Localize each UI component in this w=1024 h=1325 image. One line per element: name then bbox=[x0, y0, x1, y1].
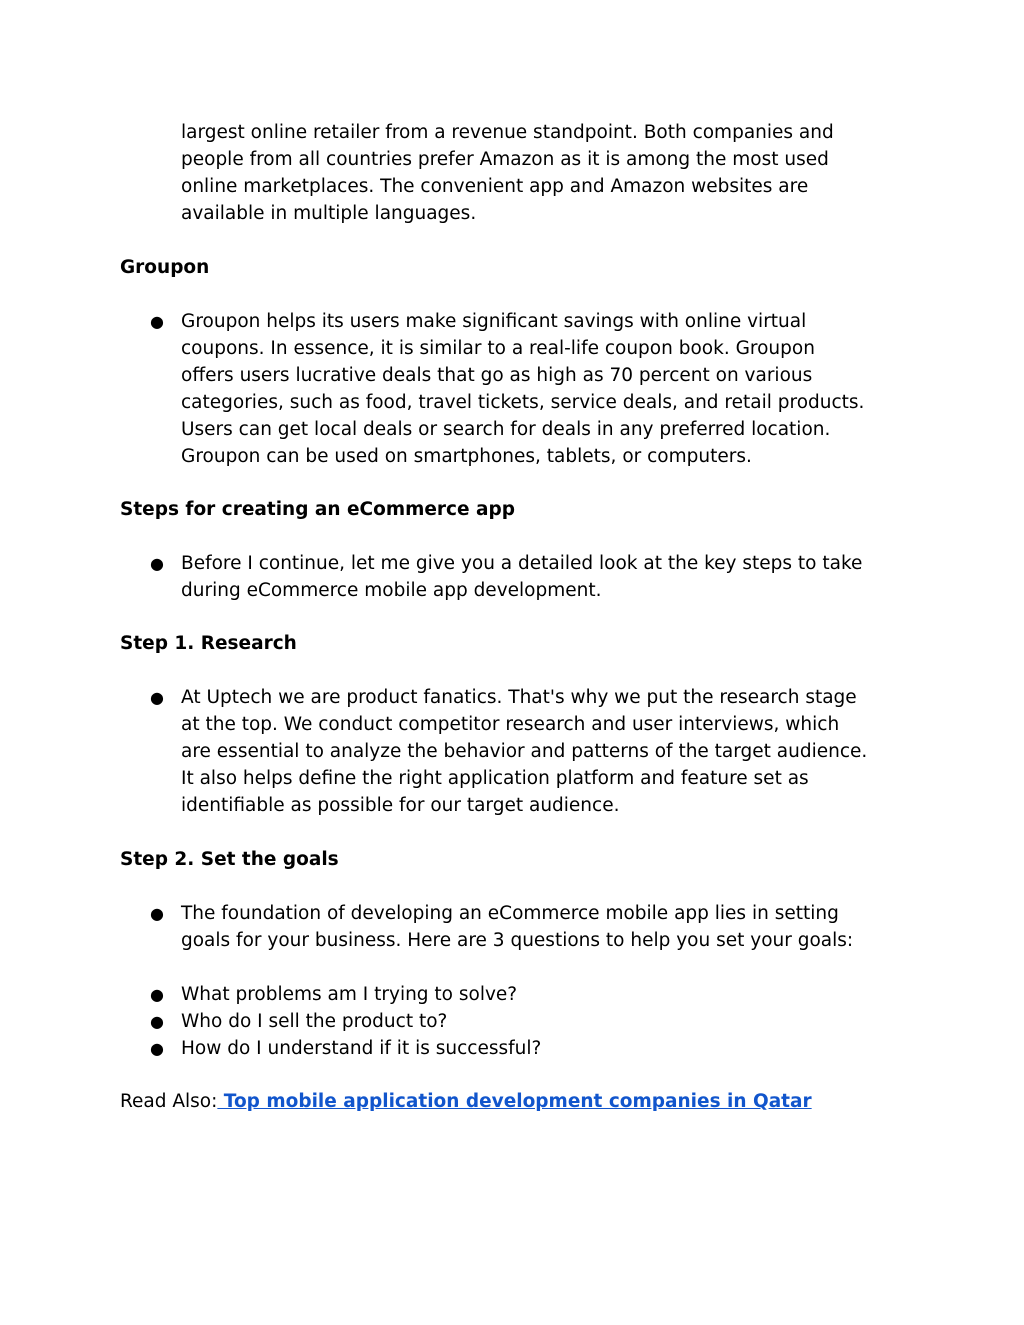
bullet-icon: ● bbox=[150, 904, 164, 923]
text-line: identifiable as possible for our target audience. bbox=[181, 795, 620, 816]
step1-bullet-list bbox=[120, 684, 910, 819]
intro-text bbox=[120, 119, 910, 227]
text-line: during eCommerce mobile app development. bbox=[181, 580, 602, 601]
text-line: Groupon helps its users make significant savings with online virtual bbox=[181, 311, 807, 332]
question-text: How do I understand if it is successful? bbox=[181, 1038, 542, 1059]
list-item bbox=[120, 550, 910, 604]
read-also-line bbox=[120, 1088, 910, 1115]
step2-bullet-list bbox=[120, 900, 910, 954]
text-line: people from all countries prefer Amazon as it is among the most used bbox=[181, 149, 829, 170]
groupon-bullet-list bbox=[120, 308, 910, 470]
question-text: What problems am I trying to solve? bbox=[181, 984, 518, 1005]
related-article-link[interactable]: Top mobile application development companies in Qatar bbox=[217, 1091, 812, 1112]
read-also-section bbox=[120, 1088, 910, 1115]
goal-questions-list bbox=[120, 981, 910, 1062]
section-heading-step2: Step 2. Set the goals bbox=[120, 849, 339, 870]
bullet-icon: ● bbox=[150, 1039, 164, 1058]
text-line: goals for your business. Here are 3 questions to help you set your goals: bbox=[181, 930, 854, 951]
steps-section bbox=[120, 496, 910, 523]
list-item bbox=[120, 1035, 910, 1062]
step1-section bbox=[120, 630, 910, 657]
section-heading-step1: Step 1. Research bbox=[120, 633, 297, 654]
text-line: Groupon can be used on smartphones, tablets, or computers. bbox=[181, 446, 752, 467]
text-line: available in multiple languages. bbox=[181, 203, 477, 224]
section-heading-groupon: Groupon bbox=[120, 257, 210, 278]
step2-section bbox=[120, 846, 910, 873]
steps-bullet-list bbox=[120, 550, 910, 604]
text-line: at the top. We conduct competitor research and user interviews, which bbox=[181, 714, 840, 735]
list-item bbox=[120, 981, 910, 1008]
text-line: Users can get local deals or search for deals in any preferred location. bbox=[181, 419, 831, 440]
text-line: are essential to analyze the behavior and patterns of the target audience. bbox=[181, 741, 868, 762]
text-line: largest online retailer from a revenue standpoint. Both companies and bbox=[181, 122, 834, 143]
text-line: online marketplaces. The convenient app and Amazon websites are bbox=[181, 176, 809, 197]
section-heading-steps: Steps for creating an eCommerce app bbox=[120, 499, 515, 520]
list-item bbox=[120, 900, 910, 954]
bullet-icon: ● bbox=[150, 554, 164, 573]
bullet-icon: ● bbox=[150, 312, 164, 331]
bullet-icon: ● bbox=[150, 985, 164, 1004]
question-text: Who do I sell the product to? bbox=[181, 1011, 448, 1032]
intro-paragraph bbox=[120, 119, 910, 227]
read-also-label: Read Also: bbox=[120, 1091, 218, 1112]
text-line: categories, such as food, travel tickets, service deals, and retail products. bbox=[181, 392, 865, 413]
text-line: Before I continue, let me give you a detailed look at the key steps to take bbox=[181, 553, 863, 574]
text-line: The foundation of developing an eCommerce mobile app lies in setting bbox=[181, 903, 839, 924]
list-item bbox=[120, 308, 910, 470]
bullet-icon: ● bbox=[150, 1012, 164, 1031]
list-item bbox=[120, 684, 910, 819]
text-line: It also helps define the right application platform and feature set as bbox=[181, 768, 809, 789]
text-line: offers users lucrative deals that go as high as 70 percent on various bbox=[181, 365, 813, 386]
text-line: At Uptech we are product fanatics. That's why we put the research stage bbox=[181, 687, 857, 708]
groupon-section bbox=[120, 254, 910, 281]
list-item bbox=[120, 1008, 910, 1035]
text-line: coupons. In essence, it is similar to a real-life coupon book. Groupon bbox=[181, 338, 815, 359]
bullet-icon: ● bbox=[150, 688, 164, 707]
